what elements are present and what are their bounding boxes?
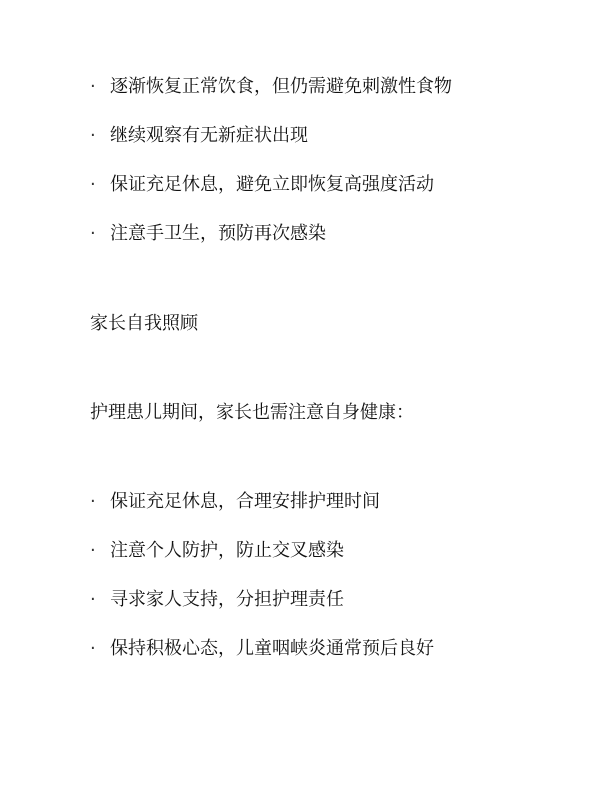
parent-self-care-intro-block [90, 402, 572, 424]
list-item-text: 注意个人防护，防止交叉感染 [110, 539, 344, 561]
section-heading: 家长自我照顾 [90, 313, 198, 334]
parent-self-care-list [90, 477, 572, 673]
list-item [90, 526, 572, 575]
list-item-text: 注意手卫生，预防再次感染 [110, 222, 326, 244]
list-item [90, 575, 572, 624]
bullet-icon: · [90, 637, 96, 659]
care-tips-list [90, 62, 572, 258]
bullet-icon: · [90, 124, 96, 146]
list-item-text: 逐渐恢复正常饮食，但仍需避免刺激性食物 [110, 75, 452, 97]
list-item [90, 111, 572, 160]
list-item [90, 624, 572, 673]
bullet-icon: · [90, 588, 96, 610]
parent-self-care-heading-block [90, 313, 572, 335]
bullet-icon: · [90, 539, 96, 561]
list-item [90, 209, 572, 258]
list-item [90, 160, 572, 209]
list-item [90, 477, 572, 526]
list-item-text: 寻求家人支持，分担护理责任 [110, 588, 344, 610]
list-item [90, 62, 572, 111]
bullet-icon: · [90, 75, 96, 97]
section-intro: 护理患儿期间，家长也需注意自身健康： [90, 402, 414, 423]
bullet-icon: · [90, 173, 96, 195]
parent-self-care-list-section [90, 477, 572, 673]
bullet-icon: · [90, 222, 96, 244]
care-tips-list-section [90, 62, 572, 258]
list-item-text: 保持积极心态，儿童咽峡炎通常预后良好 [110, 637, 434, 659]
list-item-text: 保证充足休息，避免立即恢复高强度活动 [110, 173, 434, 195]
list-item-text: 继续观察有无新症状出现 [110, 124, 308, 146]
list-item-text: 保证充足休息，合理安排护理时间 [110, 490, 380, 512]
bullet-icon: · [90, 490, 96, 512]
